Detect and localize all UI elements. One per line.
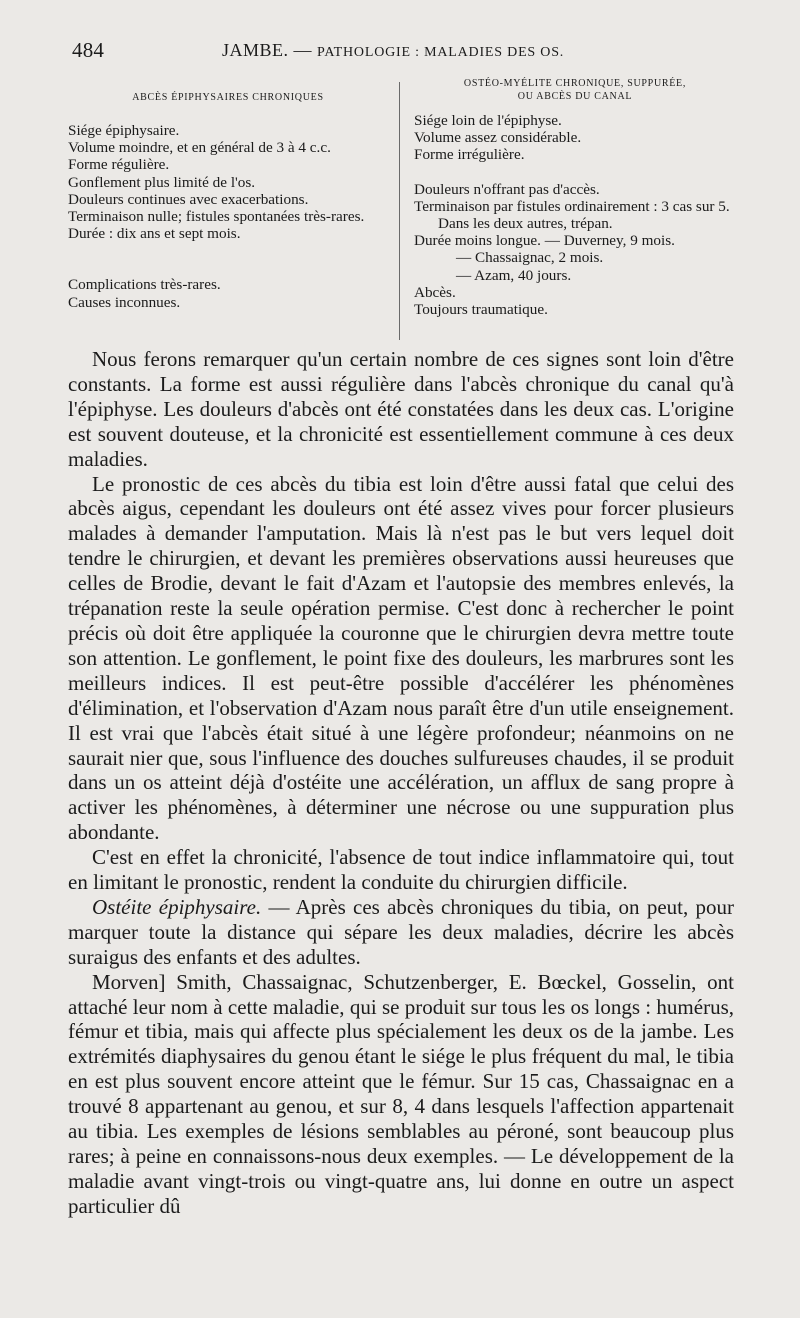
running-head: [222, 40, 564, 61]
left-row: Gonflement plus limité de l'os.: [68, 173, 256, 191]
right-row: Siége loin de l'épiphyse.: [414, 112, 562, 129]
header-dash: —: [293, 40, 313, 60]
right-row: Volume assez considérable.: [414, 129, 582, 147]
section-heading-italic: Ostéite épiphysaire.: [92, 894, 262, 919]
right-column: [414, 72, 736, 318]
paragraph: Morven] Smith, Chassaignac, Schutzenberger, E. Bœckel, Gosselin, ont attaché leur nom à cette maladie, qui se produit sur tous les os longs : humérus, fémur et tibia, mais qui affecte plus spécialement les deux os de la jambe. Les extrémités diaphysaires du genou étant le siége le plus fréquent du mal, le tibia en est plus souvent encore atteint que le fémur. Sur 15 cas, Chassaignac en a trouvé 8 appartenant au genou, et sur 8, 4 dans lesquels l'affection appartenait au tibia. Les exemples de lésions semblables au péroné, sont beaucoup plus rares; à peine en connaissons-nous deux exemples. — Le développement de la maladie avant vingt-trois ou vingt-quatre ans, lui donne en outre un aspect particulier dû: [68, 969, 734, 1218]
spacer: [68, 259, 388, 276]
right-title-line-1: OSTÉO-MYÉLITE CHRONIQUE, SUPPURÉE,: [463, 78, 687, 89]
right-row: Toujours traumatique.: [414, 301, 548, 319]
left-row: Volume moindre, et en général de 3 à 4 c.c.: [68, 139, 331, 157]
left-column: [68, 72, 388, 311]
right-row: — Azam, 40 jours.: [456, 266, 572, 284]
left-row: Terminaison nulle; fistules spontanées très-rares.: [68, 208, 365, 226]
left-row: Causes inconnues.: [68, 293, 181, 311]
spacer: [68, 242, 388, 259]
paragraph: C'est en effet la chronicité, l'absence de tout indice inflammatoire qui, tout en limitant le pronostic, rendent la conduite du chirurgien difficile.: [68, 845, 734, 895]
paragraph: [68, 895, 734, 970]
left-column-title: ABCÈS ÉPIPHYSAIRES CHRONIQUES: [132, 92, 324, 103]
right-title-line-2: OU ABCÈS DU CANAL: [517, 91, 633, 102]
chapter-title: JAMBE.: [222, 40, 289, 60]
spacer: [414, 164, 736, 181]
right-row: Douleurs n'offrant pas d'accès.: [414, 180, 600, 198]
left-row: Durée : dix ans et sept mois.: [68, 225, 241, 243]
body-text: [68, 347, 734, 1219]
page-number: 484: [72, 38, 105, 62]
left-row: Siége épiphysaire.: [68, 122, 180, 139]
paragraph: Le pronostic de ces abcès du tibia est loin d'être aussi fatal que celui des abcès aigus, cependant les douleurs ont été assez vives pour forcer plusieurs malades à demander l'amputation. Mais là n'est pas le but vers lequel doit tendre le chirurgien, et devant les premières observations aussi heureuses que celles de Brodie, devant le fait d'Azam et l'autopsie des membres enlevés, la trépanation reste la seule opération permise. C'est donc à rechercher le point précis où doit être appliquée la couronne que le chirurgien devra mettre toute son attention. Le gonflement, le point fixe des douleurs, les marbrures sont les meilleurs indices. Il est peut-être possible d'accélérer les phénomènes d'élimination, et l'observation d'Azam nous paraît être d'un utile enseignement. Il est vrai que l'abcès était situé à une légère profondeur; néanmoins on ne saurait nier que, sous l'influence des douches sulfureuses chaudes, il se produit dans un os atteint déjà d'ostéite une accélération, un afflux de sang propre à activer les phénomènes, à déterminer une nécrose ou une suppuration plus abondante.: [68, 471, 734, 845]
right-row: Forme irrégulière.: [414, 146, 525, 164]
page-header: [72, 38, 732, 68]
right-row: — Chassaignac, 2 mois.: [456, 249, 604, 267]
right-row: Terminaison par fistules ordinairement : 3 cas sur 5. Dans les deux autres, trépan.: [414, 197, 730, 233]
column-divider: [399, 82, 400, 340]
left-row: Complications très-rares.: [68, 276, 221, 294]
paragraph-continuation: — Après ces abcès chroniques du tibia, on peut, pour marquer toute la distance qui sépare les deux maladies, décrire les abcès suraigus des enfants et des adultes.: [68, 894, 734, 969]
right-row: Durée moins longue. — Duverney, 9 mois.: [414, 232, 675, 250]
right-column-title: [414, 77, 736, 103]
paragraph: Nous ferons remarquer qu'un certain nombre de ces signes sont loin d'être constants. La forme est aussi régulière dans l'abcès chronique du canal qu'à l'épiphyse. Les douleurs d'abcès ont été constatées dans les deux cas. L'origine est souvent douteuse, et la chronicité est essentiellement commune à ces deux maladies.: [68, 347, 734, 471]
comparison-table: [68, 72, 738, 340]
section-title: PATHOLOGIE : MALADIES DES OS.: [317, 45, 565, 60]
right-row: Abcès.: [414, 283, 456, 301]
left-row: Douleurs continues avec exacerbations.: [68, 190, 309, 208]
left-row: Forme régulière.: [68, 156, 170, 174]
